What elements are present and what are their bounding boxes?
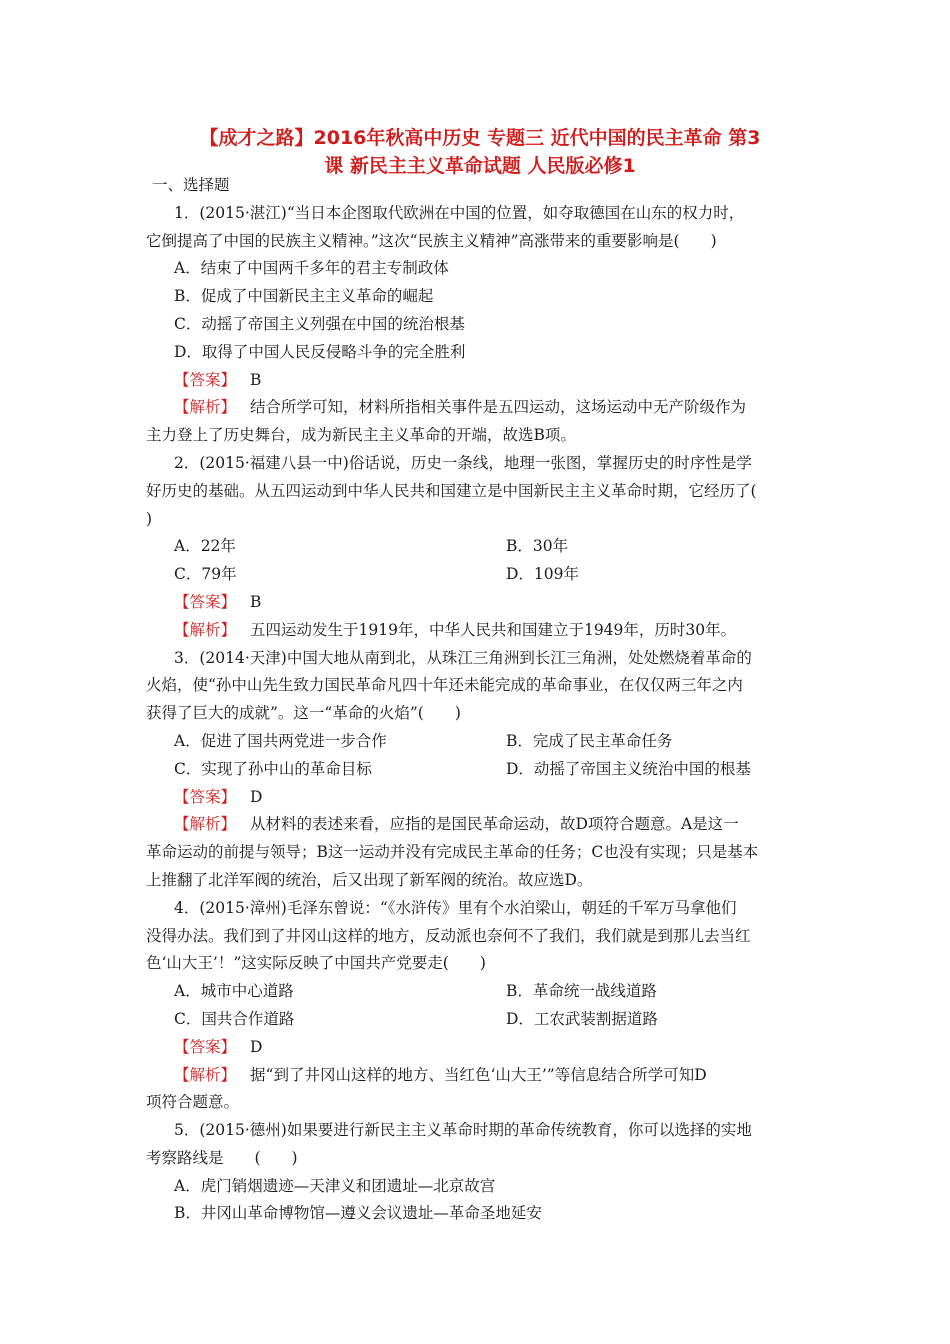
answer-tag: 【答案】 xyxy=(174,370,237,389)
analysis-text: 五四运动发生于1919年，中华人民共和国建立于1949年，历时30年。 xyxy=(250,620,737,639)
title-line-2: 课 新民主主义革命试题 人民版必修1 xyxy=(324,155,636,177)
section-heading: 一、选择题 xyxy=(152,176,230,194)
question-5 xyxy=(146,1117,810,1228)
options-row xyxy=(146,561,810,589)
question-stem: 4．(2015·漳州)毛泽东曾说：“《水浒传》里有个水泊梁山，朝廷的千军万马拿他们 xyxy=(174,898,737,917)
option-d: D．109年 xyxy=(506,565,580,584)
answer-value: D xyxy=(250,787,263,806)
analysis-line xyxy=(146,617,810,645)
analysis-tag: 【解析】 xyxy=(174,398,237,417)
options-row xyxy=(146,978,810,1006)
analysis-text: 上推翻了北洋军阀的统治，后又出现了新军阀的统治。故应选D。 xyxy=(146,870,593,889)
option-d: D．工农武装割据道路 xyxy=(506,1009,658,1028)
option-d: D．取得了中国人民反侵略斗争的完全胜利 xyxy=(174,342,466,361)
answer-line xyxy=(146,784,810,812)
answer-value: B xyxy=(250,370,262,389)
option-a: A．结束了中国两千多年的君主专制政体 xyxy=(174,259,449,278)
analysis-line xyxy=(146,811,810,839)
options-row xyxy=(146,728,810,756)
answer-tag: 【答案】 xyxy=(174,1037,237,1056)
question-stem: 考察路线是 ( ) xyxy=(146,1148,298,1167)
question-stem: 5．(2015·德州)如果要进行新民主主义革命时期的革命传统教育，你可以选择的实地 xyxy=(174,1121,752,1140)
question-stem: 1．(2015·湛江)“当日本企图取代欧洲在中国的位置，如夺取德国在山东的权力时， xyxy=(174,203,745,222)
option-a: A．虎门销烟遗迹—天津义和团遗址—北京故宫 xyxy=(174,1176,496,1195)
question-2 xyxy=(146,450,810,645)
analysis-text: 主力登上了历史舞台，成为新民主主义革命的开端，故选B项。 xyxy=(146,426,576,445)
analysis-tag: 【解析】 xyxy=(174,1065,237,1084)
analysis-line xyxy=(146,1062,810,1090)
option-b: B．完成了民主革命任务 xyxy=(506,731,673,750)
question-stem: 获得了巨大的成就”。这一“革命的火焰”( ) xyxy=(146,704,461,723)
analysis-text: 革命运动的前提与领导；B这一运动并没有完成民主革命的任务；C也没有实现；只是基本 xyxy=(146,843,759,862)
question-stem: 它倒提高了中国的民族主义精神。”这次“民族主义精神”高涨带来的重要影响是( ) xyxy=(146,231,717,250)
option-c: C．动摇了帝国主义列强在中国的统治根基 xyxy=(174,314,465,333)
question-stem: 2．(2015·福建八县一中)俗话说，历史一条线，地理一张图，掌握历史的时序性是学 xyxy=(174,453,752,472)
options-row xyxy=(146,756,810,784)
analysis-text: 据“到了井冈山这样的地方、当红色‘山大王’”等信息结合所学可知D xyxy=(250,1065,707,1084)
option-b: B．革命统一战线道路 xyxy=(506,982,657,1001)
answer-tag: 【答案】 xyxy=(174,592,237,611)
option-a: A．城市中心道路 xyxy=(174,982,294,1001)
analysis-line xyxy=(146,394,810,422)
option-c: C．国共合作道路 xyxy=(174,1009,295,1028)
question-stem: 好历史的基础。从五四运动到中华人民共和国建立是中国新民主主义革命时期，它经历了( xyxy=(146,481,757,500)
option-c: C．实现了孙中山的革命目标 xyxy=(174,759,372,778)
option-c: C．79年 xyxy=(174,565,237,584)
analysis-text: 从材料的表述来看，应指的是国民革命运动，故D项符合题意。A是这一 xyxy=(250,815,739,834)
question-stem: 色‘山大王’！”这实际反映了中国共产党要走( ) xyxy=(146,954,486,973)
option-b: B．井冈山革命博物馆—遵义会议遗址—革命圣地延安 xyxy=(174,1204,542,1223)
title-line-1: 【成才之路】2016年秋高中历史 专题三 近代中国的民主革命 第3 xyxy=(199,127,761,149)
analysis-text: 项符合题意。 xyxy=(146,1093,240,1112)
question-stem: 没得办法。我们到了井冈山这样的地方，反动派也奈何不了我们，我们就是到那儿去当红 xyxy=(146,926,751,945)
answer-tag: 【答案】 xyxy=(174,787,237,806)
option-a: A．22年 xyxy=(174,537,236,556)
question-stem: 3．(2014·天津)中国大地从南到北，从珠江三角洲到长江三角洲，处处燃烧着革命的 xyxy=(174,648,752,667)
question-4 xyxy=(146,895,810,1117)
answer-line xyxy=(146,1034,810,1062)
question-stem: ) xyxy=(146,509,153,528)
document-body xyxy=(146,172,810,1228)
option-a: A．促进了国共两党进一步合作 xyxy=(174,731,387,750)
option-d: D．动摇了帝国主义统治中国的根基 xyxy=(506,759,751,778)
options-row xyxy=(146,1006,810,1034)
answer-line xyxy=(146,367,810,395)
analysis-tag: 【解析】 xyxy=(174,620,237,639)
options-row xyxy=(146,533,810,561)
option-b: B．促成了中国新民主主义革命的崛起 xyxy=(174,287,434,306)
option-b: B．30年 xyxy=(506,537,569,556)
answer-value: D xyxy=(250,1037,263,1056)
analysis-text: 结合所学可知，材料所指相关事件是五四运动，这场运动中无产阶级作为 xyxy=(250,398,747,417)
answer-value: B xyxy=(250,592,262,611)
answer-line xyxy=(146,589,810,617)
question-1 xyxy=(146,200,810,450)
question-stem: 火焰，使“孙中山先生致力国民革命凡四十年还未能完成的革命事业，在仅仅两三年之内 xyxy=(146,676,743,695)
question-3 xyxy=(146,645,810,895)
analysis-tag: 【解析】 xyxy=(174,815,237,834)
